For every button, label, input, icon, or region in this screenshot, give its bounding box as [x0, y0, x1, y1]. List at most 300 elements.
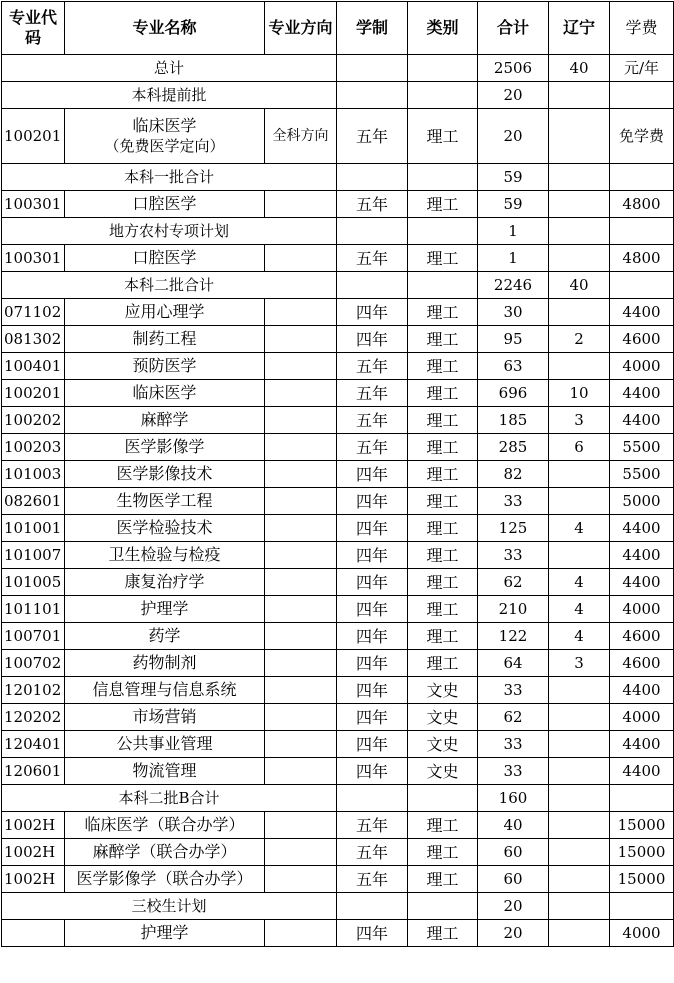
- major-liaoning: [549, 191, 610, 218]
- major-direction: [265, 920, 337, 947]
- major-name: 医学影像学（联合办学）: [76, 869, 253, 888]
- major-liaoning: 4: [549, 623, 610, 650]
- group-liaoning: [549, 164, 610, 191]
- major-category: 理工: [408, 650, 478, 677]
- major-duration: 四年: [337, 920, 408, 947]
- major-code: 101003: [2, 461, 65, 488]
- major-row: [2, 326, 674, 353]
- major-name-cell: [65, 677, 265, 704]
- major-category: 理工: [408, 542, 478, 569]
- major-direction: [265, 380, 337, 407]
- major-fee: 4800: [610, 245, 674, 272]
- group-category: [408, 272, 478, 299]
- major-liaoning: [549, 866, 610, 893]
- major-direction: [265, 542, 337, 569]
- group-duration: [337, 164, 408, 191]
- major-code: 101005: [2, 569, 65, 596]
- group-fee: [610, 785, 674, 812]
- major-direction: [265, 191, 337, 218]
- major-direction: [265, 731, 337, 758]
- major-total: 696: [478, 380, 549, 407]
- group-total: 1: [478, 218, 549, 245]
- major-name: 公共事业管理: [116, 734, 213, 753]
- group-fee: [610, 82, 674, 109]
- major-category: 理工: [408, 596, 478, 623]
- major-duration: 四年: [337, 542, 408, 569]
- major-duration: 四年: [337, 515, 408, 542]
- major-liaoning: 10: [549, 380, 610, 407]
- major-liaoning: 4: [549, 596, 610, 623]
- major-category: 理工: [408, 920, 478, 947]
- major-liaoning: [549, 299, 610, 326]
- major-fee: 4400: [610, 380, 674, 407]
- major-category: 理工: [408, 488, 478, 515]
- major-liaoning: 3: [549, 407, 610, 434]
- major-total: 30: [478, 299, 549, 326]
- major-duration: 四年: [337, 623, 408, 650]
- major-name-cell: [65, 650, 265, 677]
- major-name: 口腔医学: [132, 248, 197, 267]
- major-code: 100203: [2, 434, 65, 461]
- major-name: 临床医学: [132, 383, 197, 402]
- major-category: 理工: [408, 812, 478, 839]
- major-fee: 4000: [610, 353, 674, 380]
- major-fee: 4000: [610, 596, 674, 623]
- major-liaoning: 4: [549, 569, 610, 596]
- major-code: 101007: [2, 542, 65, 569]
- major-name: 临床医学（联合办学）: [84, 815, 245, 834]
- header-name: 专业名称: [65, 2, 265, 55]
- major-row: [2, 731, 674, 758]
- major-name-cell: [65, 245, 265, 272]
- major-row: [2, 488, 674, 515]
- major-fee: 4600: [610, 650, 674, 677]
- major-liaoning: 3: [549, 650, 610, 677]
- major-row: [2, 839, 674, 866]
- group-total: 20: [478, 893, 549, 920]
- group-total: 59: [478, 164, 549, 191]
- major-row: [2, 866, 674, 893]
- major-row: [2, 704, 674, 731]
- major-liaoning: [549, 704, 610, 731]
- major-code: 101101: [2, 596, 65, 623]
- major-liaoning: [549, 758, 610, 785]
- major-liaoning: [549, 488, 610, 515]
- major-duration: 五年: [337, 812, 408, 839]
- major-name-cell: [65, 191, 265, 218]
- major-total: 210: [478, 596, 549, 623]
- major-duration: 五年: [337, 866, 408, 893]
- header-duration: 学制: [337, 2, 408, 55]
- major-name-cell: [65, 704, 265, 731]
- major-name-cell: [65, 866, 265, 893]
- major-fee: 4400: [610, 407, 674, 434]
- major-direction: [265, 650, 337, 677]
- major-name: 物流管理: [132, 761, 197, 780]
- major-fee: 免学费: [610, 109, 674, 164]
- group-duration: [337, 893, 408, 920]
- group-label: 本科二批合计: [2, 272, 337, 299]
- major-duration: 五年: [337, 380, 408, 407]
- group-fee: [610, 218, 674, 245]
- major-code: 101001: [2, 515, 65, 542]
- major-name-cell: [65, 434, 265, 461]
- major-code: 082601: [2, 488, 65, 515]
- major-direction: [265, 407, 337, 434]
- major-category: 理工: [408, 109, 478, 164]
- group-label: 地方农村专项计划: [2, 218, 337, 245]
- major-duration: 四年: [337, 650, 408, 677]
- major-direction: [265, 758, 337, 785]
- major-category: 理工: [408, 515, 478, 542]
- major-total: 185: [478, 407, 549, 434]
- major-name-cell: [65, 542, 265, 569]
- major-code: 120102: [2, 677, 65, 704]
- major-category: 理工: [408, 461, 478, 488]
- major-liaoning: [549, 461, 610, 488]
- major-name-cell: [65, 812, 265, 839]
- major-fee: 4400: [610, 677, 674, 704]
- major-category: 理工: [408, 326, 478, 353]
- group-total: 160: [478, 785, 549, 812]
- major-duration: 四年: [337, 488, 408, 515]
- major-row: [2, 650, 674, 677]
- major-direction: 全科方向: [265, 109, 337, 164]
- major-direction: [265, 812, 337, 839]
- major-name: 信息管理与信息系统: [92, 680, 237, 699]
- major-duration: 四年: [337, 758, 408, 785]
- major-category: 理工: [408, 434, 478, 461]
- major-fee: 4000: [610, 704, 674, 731]
- major-total: 33: [478, 677, 549, 704]
- major-duration: 五年: [337, 407, 408, 434]
- header-row: [2, 2, 674, 55]
- major-row: [2, 569, 674, 596]
- major-total: 95: [478, 326, 549, 353]
- major-duration: 五年: [337, 434, 408, 461]
- major-total: 62: [478, 569, 549, 596]
- group-label: 本科二批B合计: [2, 785, 337, 812]
- major-name: 医学检验技术: [116, 518, 213, 537]
- group-liaoning: [549, 893, 610, 920]
- summary-category: [408, 55, 478, 82]
- major-fee: 15000: [610, 812, 674, 839]
- major-name: 医学影像学: [124, 437, 205, 456]
- group-duration: [337, 82, 408, 109]
- major-name-cell: [65, 407, 265, 434]
- major-duration: 四年: [337, 569, 408, 596]
- major-row: [2, 677, 674, 704]
- major-total: 285: [478, 434, 549, 461]
- major-liaoning: [549, 677, 610, 704]
- summary-fee-unit: 元/年: [610, 55, 674, 82]
- major-category: 文史: [408, 758, 478, 785]
- major-name-cell: [65, 839, 265, 866]
- major-total: 20: [478, 920, 549, 947]
- major-total: 62: [478, 704, 549, 731]
- group-row: [2, 82, 674, 109]
- major-row: [2, 299, 674, 326]
- header-direction: 专业方向: [265, 2, 337, 55]
- major-total: 82: [478, 461, 549, 488]
- summary-liaoning: 40: [549, 55, 610, 82]
- major-total: 33: [478, 488, 549, 515]
- major-fee: 4800: [610, 191, 674, 218]
- major-direction: [265, 515, 337, 542]
- major-name-cell: [65, 596, 265, 623]
- major-duration: 五年: [337, 353, 408, 380]
- major-code: 071102: [2, 299, 65, 326]
- major-fee: 5500: [610, 461, 674, 488]
- major-fee: 4000: [610, 920, 674, 947]
- group-label: 本科提前批: [2, 82, 337, 109]
- major-row: [2, 380, 674, 407]
- major-code: 100301: [2, 191, 65, 218]
- major-code: 1002H: [2, 839, 65, 866]
- major-code: 081302: [2, 326, 65, 353]
- major-liaoning: [549, 542, 610, 569]
- major-direction: [265, 353, 337, 380]
- group-label: 本科一批合计: [2, 164, 337, 191]
- major-total: 60: [478, 866, 549, 893]
- major-code: 100301: [2, 245, 65, 272]
- major-fee: 4400: [610, 758, 674, 785]
- major-total: 33: [478, 542, 549, 569]
- major-fee: 4400: [610, 515, 674, 542]
- major-name: 药物制剂: [132, 653, 197, 672]
- major-row: [2, 407, 674, 434]
- major-duration: 四年: [337, 677, 408, 704]
- summary-row: [2, 55, 674, 82]
- major-name: 口腔医学: [132, 194, 197, 213]
- major-total: 1: [478, 245, 549, 272]
- major-code: 100201: [2, 109, 65, 164]
- major-direction: [265, 839, 337, 866]
- major-name: 医学影像技术: [116, 464, 213, 483]
- major-name-cell: [65, 109, 265, 164]
- major-category: 理工: [408, 407, 478, 434]
- major-row: [2, 434, 674, 461]
- major-code: 100702: [2, 650, 65, 677]
- major-category: 文史: [408, 704, 478, 731]
- major-name: 康复治疗学: [124, 572, 205, 591]
- major-fee: 4400: [610, 731, 674, 758]
- major-total: 40: [478, 812, 549, 839]
- major-code: 100701: [2, 623, 65, 650]
- group-row: [2, 785, 674, 812]
- major-direction: [265, 488, 337, 515]
- major-category: 理工: [408, 866, 478, 893]
- major-total: 33: [478, 731, 549, 758]
- major-liaoning: 6: [549, 434, 610, 461]
- major-row: [2, 596, 674, 623]
- enrollment-plan-table: [1, 1, 674, 947]
- major-category: 理工: [408, 353, 478, 380]
- header-category: 类别: [408, 2, 478, 55]
- summary-duration: [337, 55, 408, 82]
- group-fee: [610, 893, 674, 920]
- major-direction: [265, 461, 337, 488]
- major-name: 卫生检验与检疫: [108, 545, 221, 564]
- major-name: 市场营销: [132, 707, 197, 726]
- group-duration: [337, 272, 408, 299]
- major-name: 护理学: [140, 599, 189, 618]
- header-total: 合计: [478, 2, 549, 55]
- major-code: 120601: [2, 758, 65, 785]
- group-category: [408, 164, 478, 191]
- major-category: 理工: [408, 623, 478, 650]
- major-row: [2, 920, 674, 947]
- major-name-cell: [65, 731, 265, 758]
- group-fee: [610, 272, 674, 299]
- group-category: [408, 893, 478, 920]
- major-name-cell: [65, 461, 265, 488]
- major-name-cell: [65, 299, 265, 326]
- major-duration: 四年: [337, 326, 408, 353]
- major-duration: 五年: [337, 109, 408, 164]
- major-liaoning: [549, 812, 610, 839]
- major-duration: 四年: [337, 731, 408, 758]
- major-liaoning: [549, 353, 610, 380]
- major-name: 药学: [148, 626, 181, 645]
- major-name-note: （免费医学定向）: [104, 137, 225, 155]
- group-label: 三校生计划: [2, 893, 337, 920]
- major-row: [2, 623, 674, 650]
- major-duration: 四年: [337, 596, 408, 623]
- major-direction: [265, 326, 337, 353]
- group-total: 2246: [478, 272, 549, 299]
- major-duration: 五年: [337, 839, 408, 866]
- major-name-cell: [65, 353, 265, 380]
- major-category: 理工: [408, 191, 478, 218]
- major-direction: [265, 245, 337, 272]
- major-row: [2, 461, 674, 488]
- major-duration: 五年: [337, 191, 408, 218]
- major-code: 100401: [2, 353, 65, 380]
- major-total: 64: [478, 650, 549, 677]
- major-category: 理工: [408, 839, 478, 866]
- major-name-cell: [65, 569, 265, 596]
- major-name-cell: [65, 758, 265, 785]
- major-liaoning: [549, 245, 610, 272]
- header-fee: 学费: [610, 2, 674, 55]
- major-fee: 4400: [610, 542, 674, 569]
- major-duration: 四年: [337, 299, 408, 326]
- major-total: 33: [478, 758, 549, 785]
- major-row: [2, 245, 674, 272]
- major-category: 理工: [408, 245, 478, 272]
- major-liaoning: 2: [549, 326, 610, 353]
- group-duration: [337, 218, 408, 245]
- major-name-cell: [65, 326, 265, 353]
- major-row: [2, 353, 674, 380]
- major-fee: 4400: [610, 569, 674, 596]
- major-row: [2, 812, 674, 839]
- major-category: 文史: [408, 677, 478, 704]
- major-category: 文史: [408, 731, 478, 758]
- major-total: 60: [478, 839, 549, 866]
- major-name: 预防医学: [132, 356, 197, 375]
- group-liaoning: [549, 785, 610, 812]
- major-liaoning: 4: [549, 515, 610, 542]
- major-code: [2, 920, 65, 947]
- group-fee: [610, 164, 674, 191]
- major-duration: 四年: [337, 704, 408, 731]
- major-direction: [265, 596, 337, 623]
- major-name: 护理学: [140, 923, 189, 942]
- major-fee: 5500: [610, 434, 674, 461]
- group-category: [408, 218, 478, 245]
- major-name: 麻醉学（联合办学）: [92, 842, 237, 861]
- summary-label: 总计: [2, 55, 337, 82]
- major-row: [2, 542, 674, 569]
- major-code: 100201: [2, 380, 65, 407]
- major-direction: [265, 569, 337, 596]
- major-direction: [265, 677, 337, 704]
- major-fee: 5000: [610, 488, 674, 515]
- major-name: 应用心理学: [124, 302, 205, 321]
- major-duration: 四年: [337, 461, 408, 488]
- major-name: 制药工程: [132, 329, 197, 348]
- major-total: 125: [478, 515, 549, 542]
- major-fee: 15000: [610, 866, 674, 893]
- major-direction: [265, 704, 337, 731]
- major-fee: 15000: [610, 839, 674, 866]
- group-liaoning: 40: [549, 272, 610, 299]
- major-direction: [265, 299, 337, 326]
- major-liaoning: [549, 109, 610, 164]
- major-direction: [265, 434, 337, 461]
- major-row: [2, 758, 674, 785]
- major-total: 20: [478, 109, 549, 164]
- major-category: 理工: [408, 569, 478, 596]
- group-total: 20: [478, 82, 549, 109]
- group-row: [2, 893, 674, 920]
- major-row: [2, 515, 674, 542]
- major-code: 120202: [2, 704, 65, 731]
- major-row: [2, 109, 674, 164]
- major-duration: 五年: [337, 245, 408, 272]
- major-liaoning: [549, 839, 610, 866]
- major-name-cell: [65, 515, 265, 542]
- group-row: [2, 164, 674, 191]
- major-code: 1002H: [2, 866, 65, 893]
- major-name: 生物医学工程: [116, 491, 213, 510]
- major-fee: 4400: [610, 299, 674, 326]
- major-total: 122: [478, 623, 549, 650]
- summary-total: 2506: [478, 55, 549, 82]
- major-direction: [265, 623, 337, 650]
- major-direction: [265, 866, 337, 893]
- major-row: [2, 191, 674, 218]
- major-total: 63: [478, 353, 549, 380]
- major-total: 59: [478, 191, 549, 218]
- major-code: 100202: [2, 407, 65, 434]
- major-name-cell: [65, 380, 265, 407]
- major-name-cell: [65, 623, 265, 650]
- header-liaoning: 辽宁: [549, 2, 610, 55]
- group-row: [2, 218, 674, 245]
- group-category: [408, 785, 478, 812]
- major-liaoning: [549, 920, 610, 947]
- major-name: 麻醉学: [140, 410, 189, 429]
- major-code: 1002H: [2, 812, 65, 839]
- major-name-cell: [65, 488, 265, 515]
- major-name-cell: [65, 920, 265, 947]
- major-fee: 4600: [610, 623, 674, 650]
- major-fee: 4600: [610, 326, 674, 353]
- major-code: 120401: [2, 731, 65, 758]
